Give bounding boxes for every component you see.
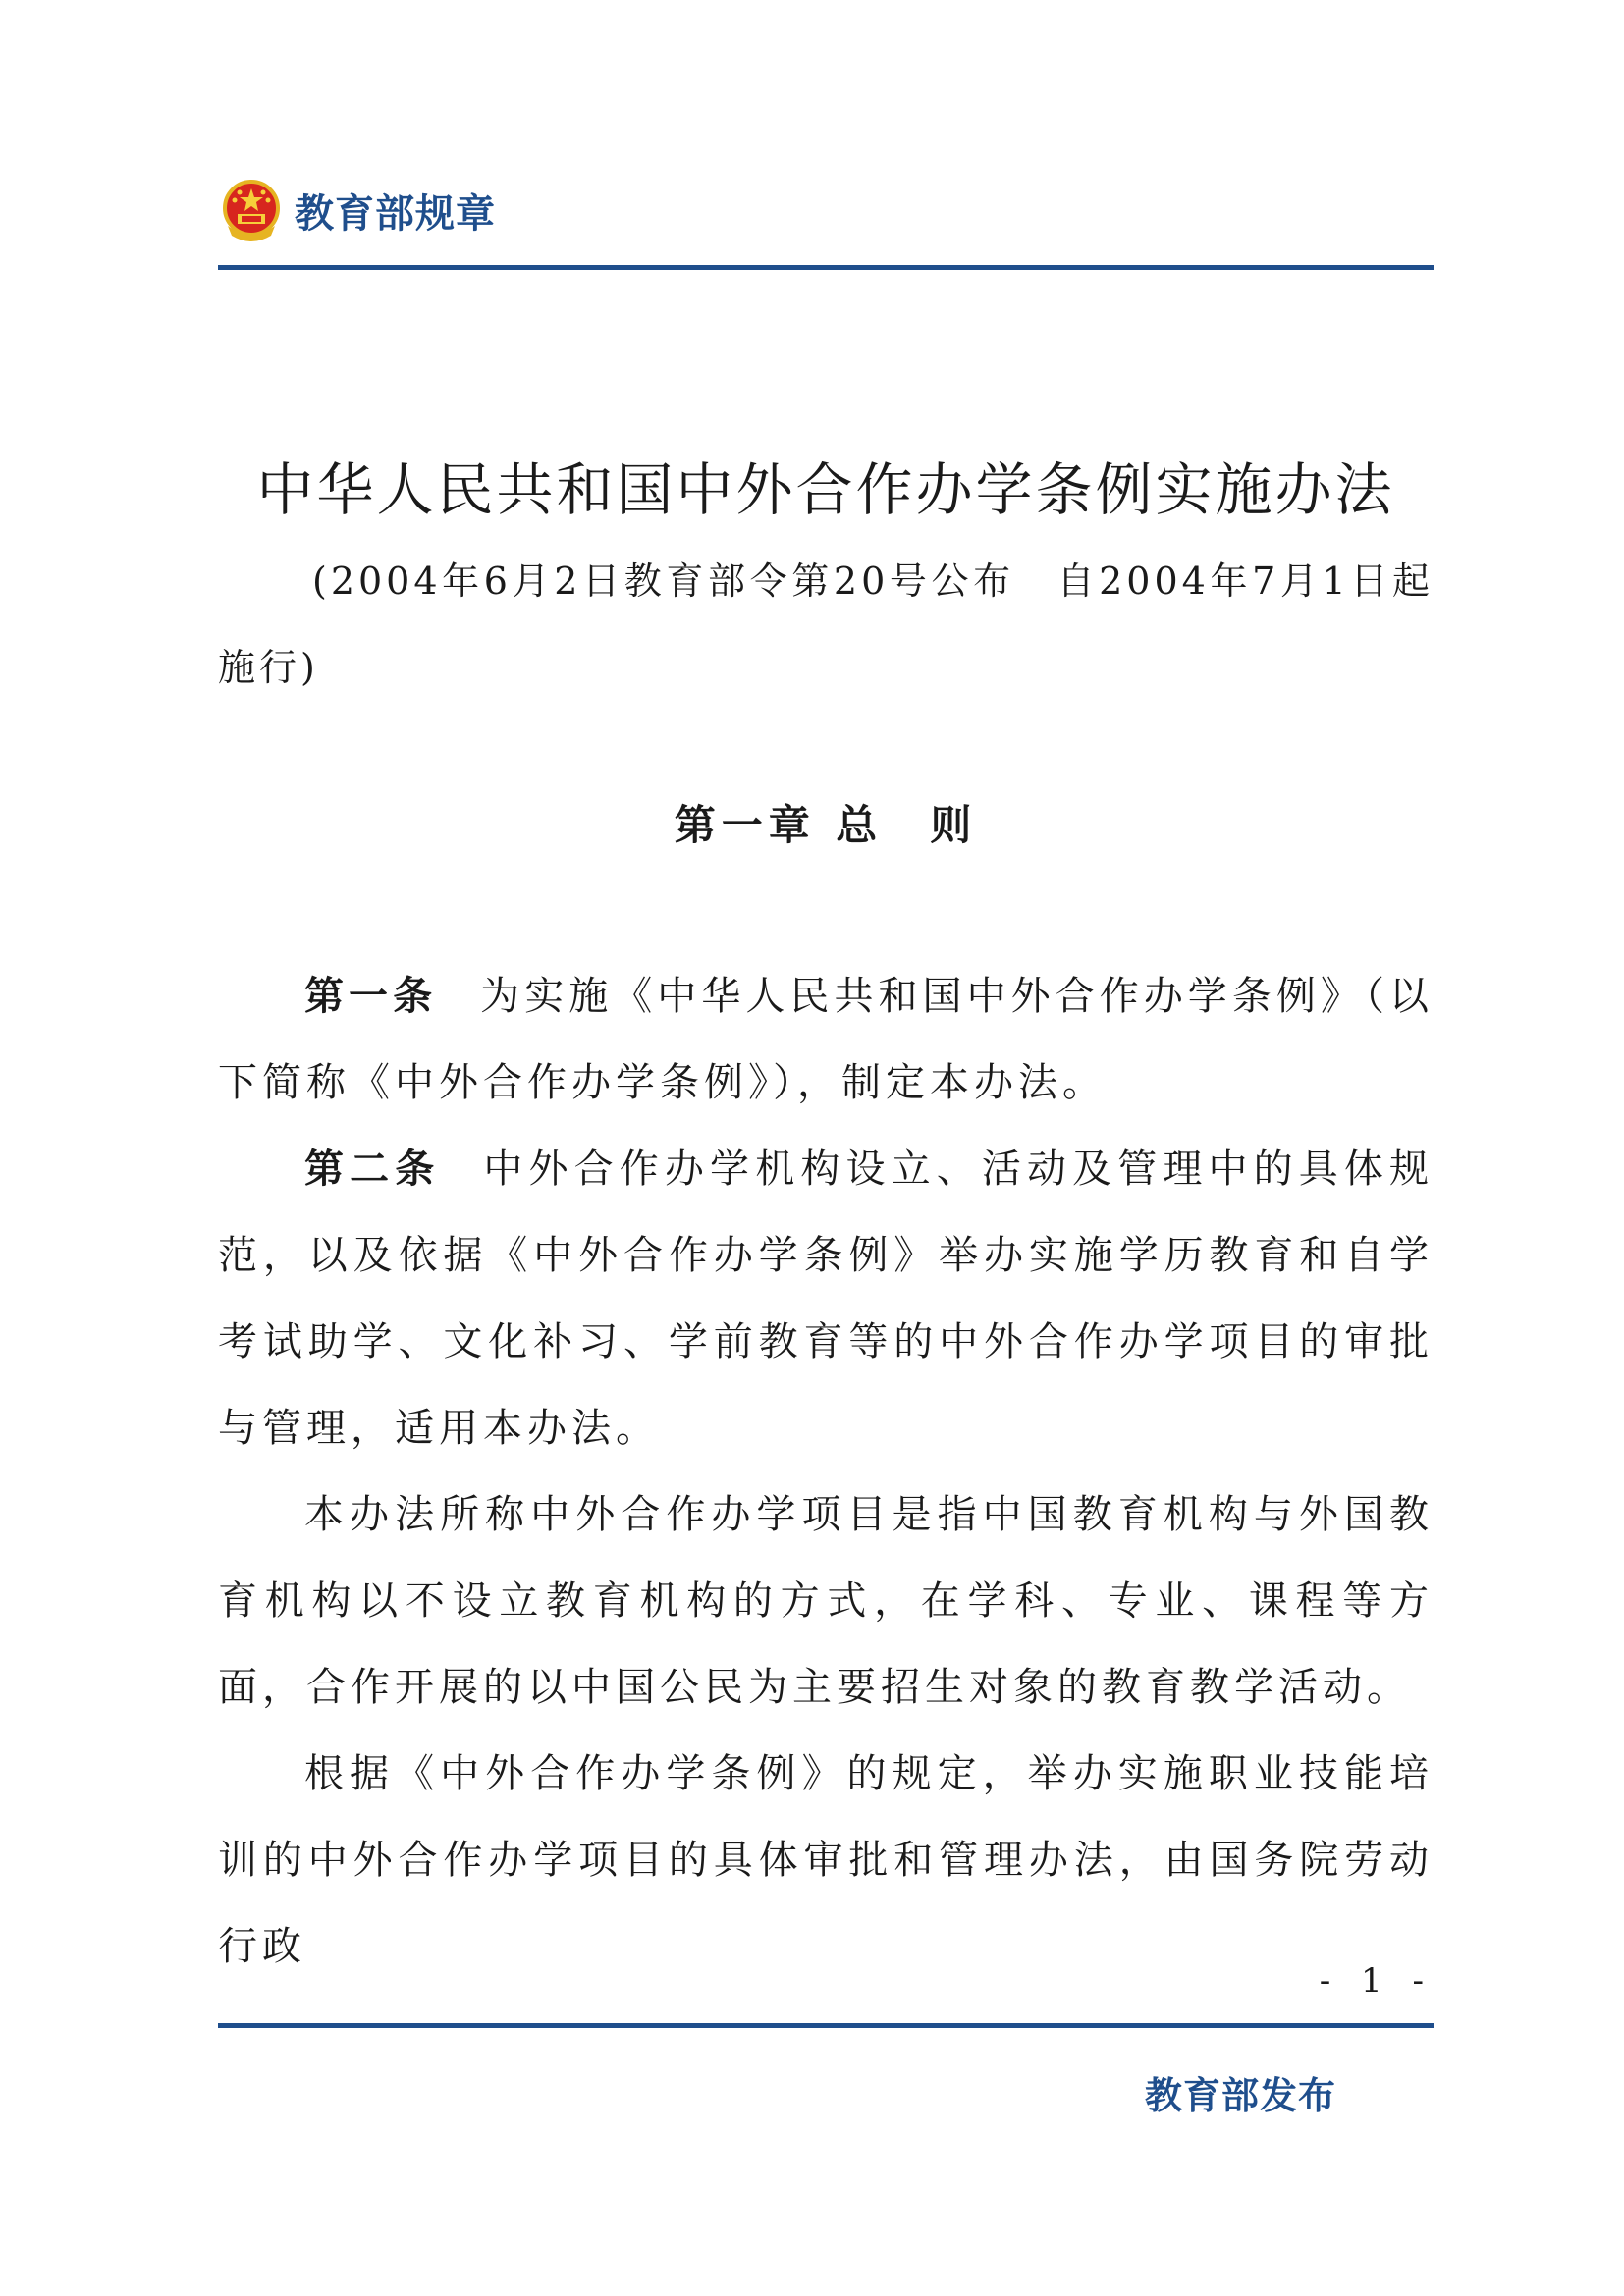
chapter-heading: 第一章 总 则 xyxy=(674,801,978,849)
paragraph-article-2 xyxy=(218,1126,1434,1471)
header-divider xyxy=(218,265,1434,270)
paragraph-text: 中外合作办学机构设立、活动及管理中的具体规范，以及依据《中外合作办学条例》举办实施学历教育和自学考试助学、文化补习、学前教育等的中外合作办学项目的审批与管理，适用本办法。 xyxy=(218,1147,1435,1451)
footer-publisher: 教育部发布 xyxy=(1145,2074,1337,2117)
promulgation-note: (2004年6月2日教育部令第20号公布 自2004年7月1日起施行) xyxy=(218,560,1434,689)
article-number: 第二条 xyxy=(304,1147,441,1192)
footer-divider xyxy=(218,2023,1434,2028)
paragraph-text: 为实施《中华人民共和国中外合作办学条例》（以下简称《中外合作办学条例》），制定本办法。 xyxy=(218,974,1434,1105)
document-title: 中华人民共和国中外合作办学条例实施办法 xyxy=(256,456,1395,523)
page-header xyxy=(222,175,496,245)
article-number: 第一条 xyxy=(304,974,438,1019)
header-title: 教育部规章 xyxy=(295,190,496,237)
paragraph xyxy=(218,1731,1434,1990)
paragraph-article-1 xyxy=(218,953,1434,1126)
paragraph xyxy=(218,1471,1434,1731)
paragraph-text: 根据《中外合作办学条例》的规定，举办实施职业技能培训的中外合作办学项目的具体审批和管理办法，由国务院劳动行政 xyxy=(218,1751,1434,1969)
paragraph-text: 本办法所称中外合作办学项目是指中国教育机构与外国教育机构以不设立教育机构的方式，在学科、专业、课程等方面，合作开展的以中国公民为主要招生对象的教育教学活动。 xyxy=(218,1492,1434,1710)
document-body xyxy=(218,953,1434,1990)
national-emblem-icon xyxy=(222,179,281,241)
page-number: - 1 - xyxy=(1319,1961,1434,2001)
